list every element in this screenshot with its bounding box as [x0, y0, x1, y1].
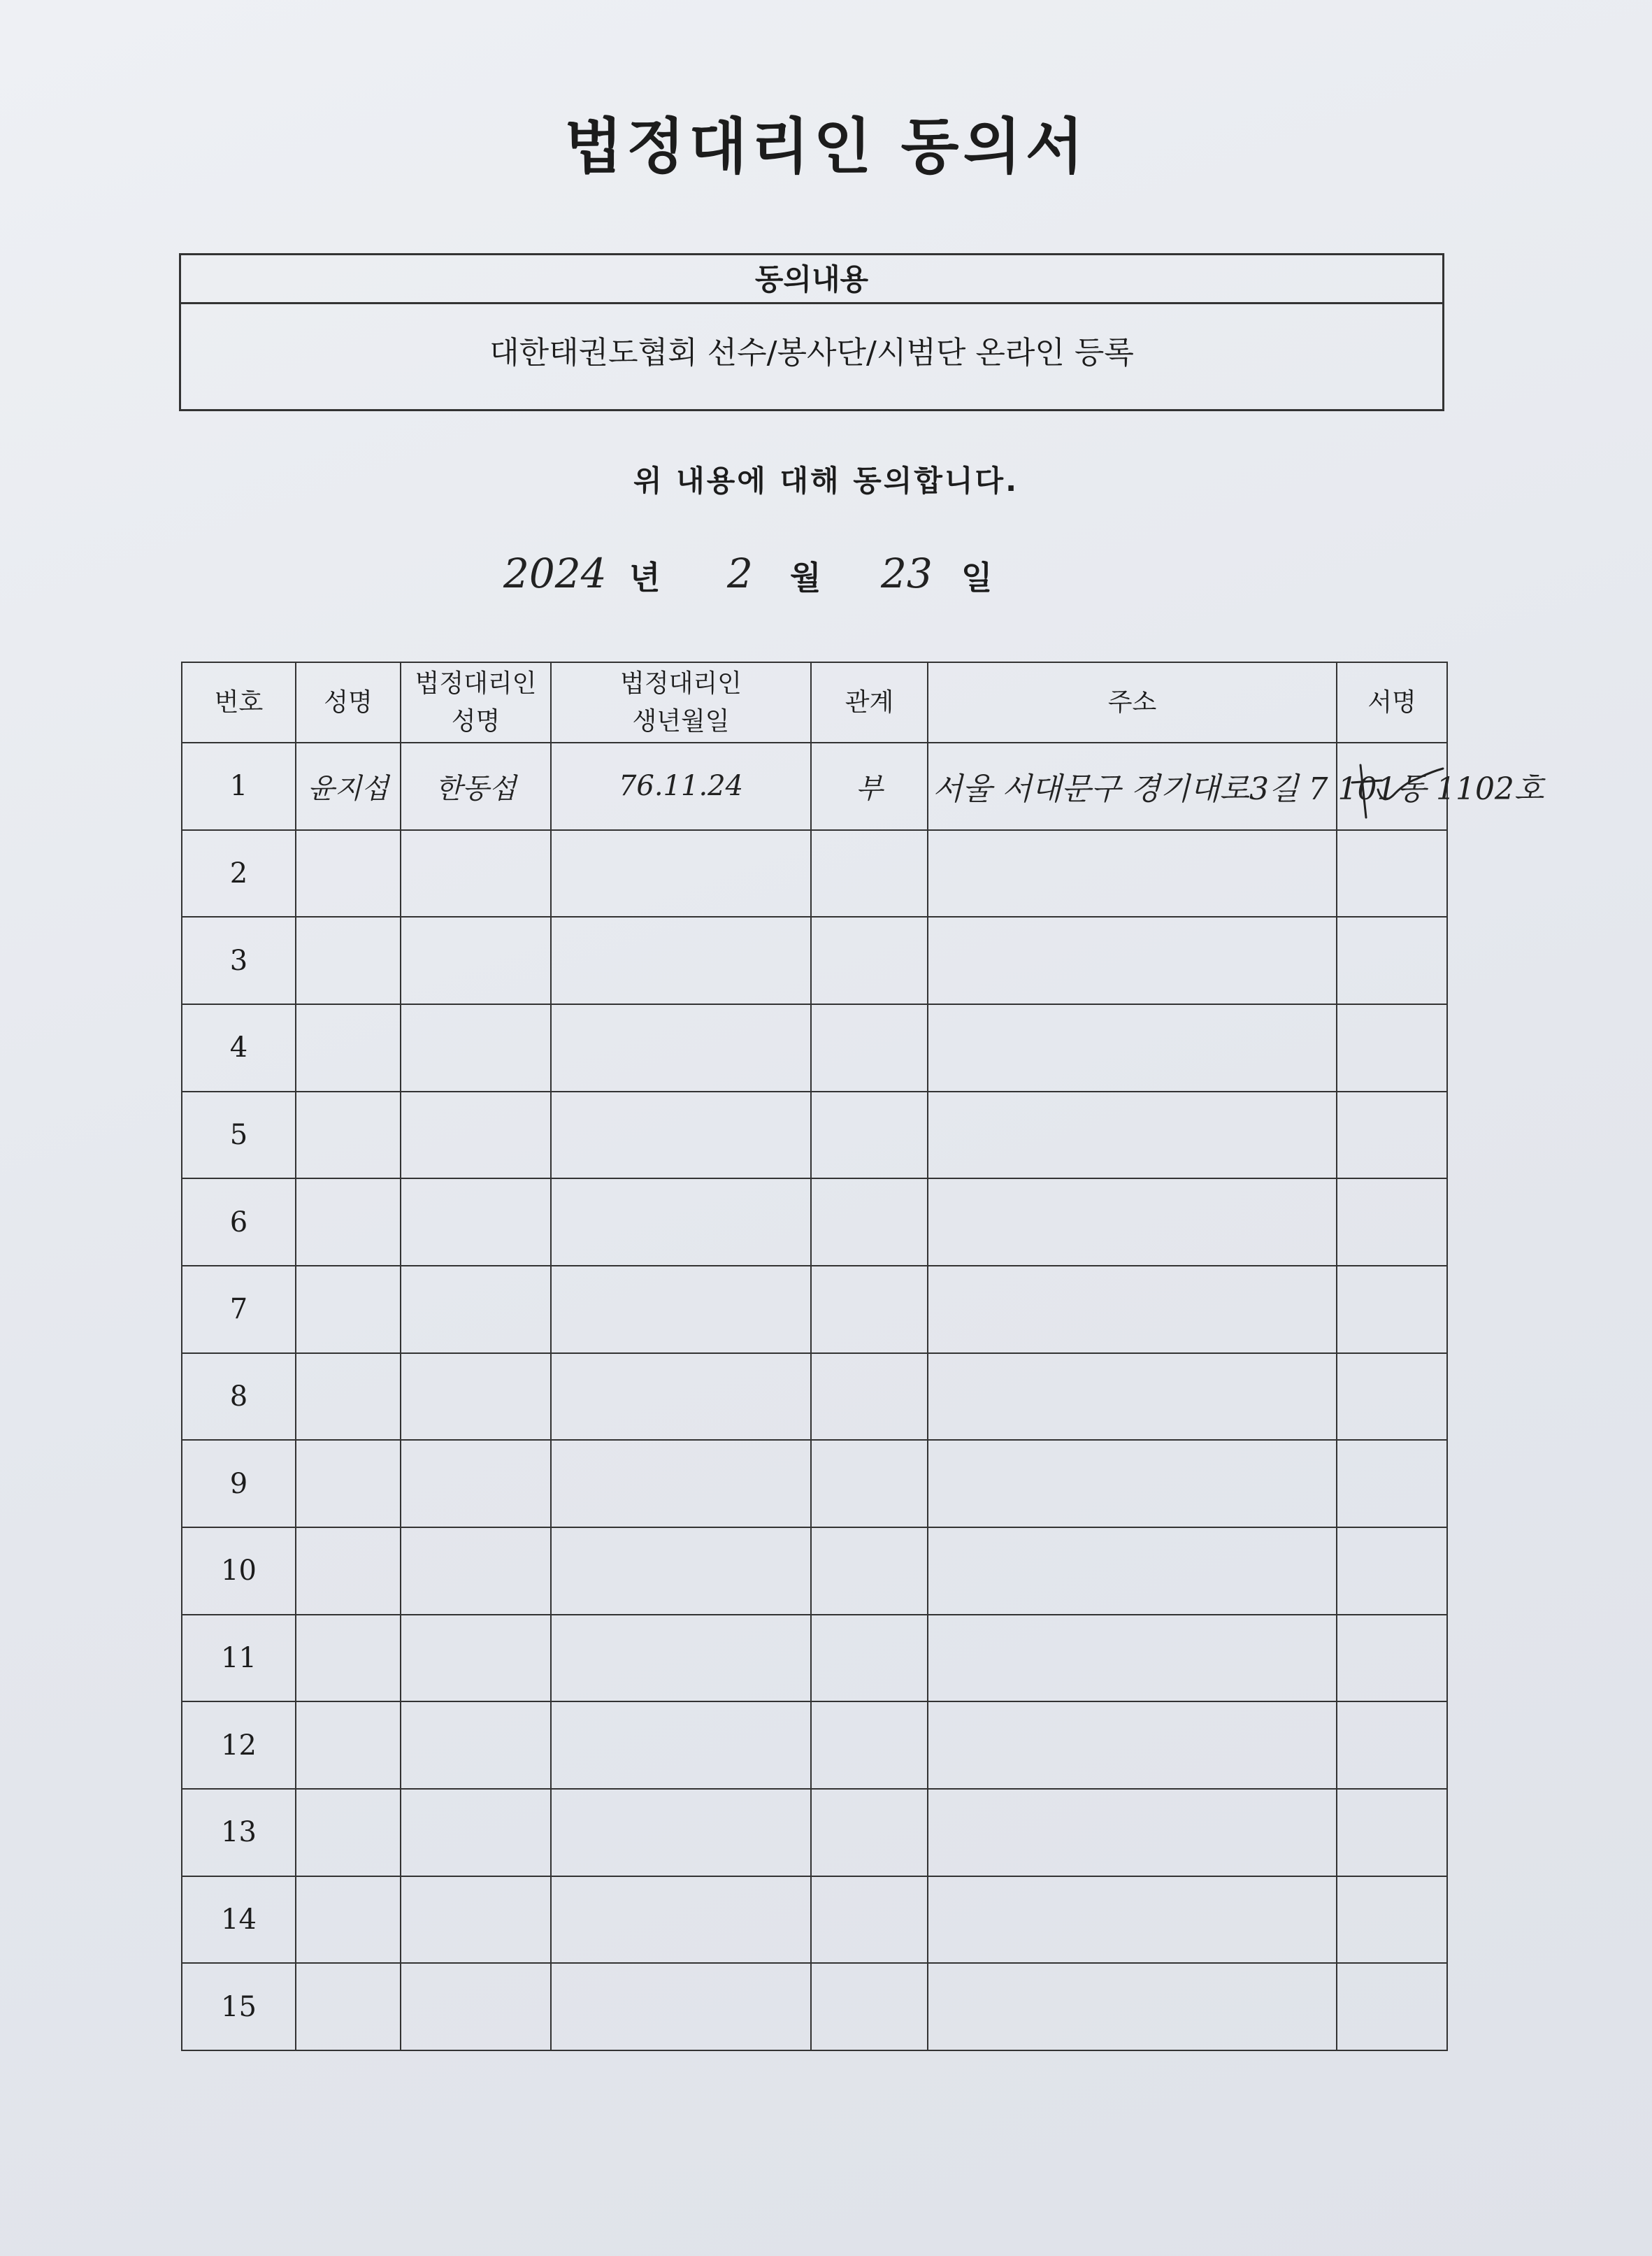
row-relation [811, 1092, 928, 1179]
row-signature [1337, 1266, 1447, 1353]
consent-box [179, 253, 1444, 411]
header-number: 번호 [182, 662, 296, 743]
row-guardian-name [401, 1092, 551, 1179]
row-guardian-birthdate [551, 1092, 811, 1179]
table-row [182, 1266, 1447, 1353]
row-signature [1337, 1876, 1447, 1964]
row-name [296, 1527, 401, 1615]
row-name [296, 830, 401, 918]
row-name [296, 1004, 401, 1092]
row-address [928, 1963, 1337, 2050]
row-guardian-birthdate [551, 1353, 811, 1441]
row-name [296, 1353, 401, 1441]
table-row [182, 1092, 1447, 1179]
row-guardian-birthdate [551, 1004, 811, 1092]
row-guardian-name [401, 917, 551, 1004]
table-row [182, 1789, 1447, 1876]
row-guardian-name [401, 1353, 551, 1441]
row-number: 2 [182, 830, 296, 918]
row-address [928, 1178, 1337, 1266]
row-address [928, 1876, 1337, 1964]
row-guardian-name [401, 1004, 551, 1092]
row-relation [811, 1615, 928, 1702]
header-name: 성명 [296, 662, 401, 743]
row-address [928, 1701, 1337, 1789]
table-row [182, 1876, 1447, 1964]
row-signature [1337, 1092, 1447, 1179]
table-row [182, 1701, 1447, 1789]
handwritten-signature [1339, 751, 1444, 821]
row-guardian-birthdate [551, 1876, 811, 1964]
table-row [182, 917, 1447, 1004]
row-guardian-birthdate [551, 1440, 811, 1527]
table-row [182, 1963, 1447, 2050]
row-signature [1337, 830, 1447, 918]
date-day-unit: 일 [961, 559, 993, 597]
date-month-unit: 월 [790, 559, 821, 597]
row-relation [811, 1353, 928, 1441]
row-signature [1337, 743, 1447, 830]
row-signature [1337, 1615, 1447, 1702]
row-guardian-birthdate [551, 1701, 811, 1789]
row-relation [811, 1178, 928, 1266]
row-guardian-birthdate [551, 1178, 811, 1266]
row-relation [811, 1963, 928, 2050]
row-signature [1337, 917, 1447, 1004]
row-address [928, 917, 1337, 1004]
row-name [296, 1440, 401, 1527]
table-row [182, 743, 1447, 830]
row-address [928, 1615, 1337, 1702]
row-signature [1337, 1004, 1447, 1092]
row-name [296, 1963, 401, 2050]
row-relation [811, 1789, 928, 1876]
registration-table [181, 662, 1544, 2051]
row-signature [1337, 1440, 1447, 1527]
row-name [296, 1789, 401, 1876]
row-relation [811, 830, 928, 918]
row-address [928, 1527, 1337, 1615]
row-name [296, 1092, 401, 1179]
row-relation [811, 1004, 928, 1092]
row-number: 4 [182, 1004, 296, 1092]
date-day: 23 [881, 550, 933, 597]
row-number: 10 [182, 1527, 296, 1615]
header-guardian-name: 법정대리인 성명 [401, 662, 551, 743]
row-name [296, 1615, 401, 1702]
row-guardian-name [401, 1615, 551, 1702]
table-row [182, 1178, 1447, 1266]
table-row [182, 1440, 1447, 1527]
header-signature: 서명 [1337, 662, 1447, 743]
date-year-unit: 년 [629, 559, 661, 597]
row-guardian-name [401, 1266, 551, 1353]
row-number: 14 [182, 1876, 296, 1964]
row-relation [811, 917, 928, 1004]
row-signature [1337, 1353, 1447, 1441]
row-name [296, 1701, 401, 1789]
row-number: 15 [182, 1963, 296, 2050]
row-number: 7 [182, 1266, 296, 1353]
row-guardian-birthdate [551, 1789, 811, 1876]
row-guardian-birthdate [551, 830, 811, 918]
row-relation [811, 1266, 928, 1353]
row-signature [1337, 1789, 1447, 1876]
row-guardian-name [401, 1178, 551, 1266]
row-guardian-name: 한동섭 [401, 743, 551, 830]
row-signature [1337, 1178, 1447, 1266]
row-guardian-name [401, 1527, 551, 1615]
row-address [928, 1353, 1337, 1441]
consent-content: 대한태권도협회 선수/봉사단/시범단 온라인 등록 [489, 335, 1134, 371]
agreement-text: 위 내용에 대해 동의합니다. [633, 464, 1019, 498]
table-row [182, 1615, 1447, 1702]
row-address [928, 1266, 1337, 1353]
row-address [928, 1092, 1337, 1179]
header-guardian-birthdate: 법정대리인 생년월일 [551, 662, 811, 743]
row-relation [811, 1440, 928, 1527]
row-address [928, 1789, 1337, 1876]
row-number: 11 [182, 1615, 296, 1702]
table-row [182, 1004, 1447, 1092]
row-number: 8 [182, 1353, 296, 1441]
row-number: 12 [182, 1701, 296, 1789]
row-guardian-birthdate [551, 917, 811, 1004]
row-guardian-birthdate [551, 1527, 811, 1615]
row-guardian-birthdate [551, 1615, 811, 1702]
row-relation [811, 1876, 928, 1964]
table-row [182, 1353, 1447, 1441]
row-signature [1337, 1527, 1447, 1615]
row-number: 3 [182, 917, 296, 1004]
row-name [296, 1178, 401, 1266]
row-address [928, 1004, 1337, 1092]
header-address: 주소 [928, 662, 1337, 743]
date-month: 2 [727, 550, 753, 597]
row-number: 5 [182, 1092, 296, 1179]
row-name: 윤지섭 [296, 743, 401, 830]
row-address: 서울 서대문구 경기대로3길 7 101동 1102호 [928, 743, 1337, 830]
row-relation [811, 1527, 928, 1615]
row-address [928, 1440, 1337, 1527]
row-guardian-name [401, 1440, 551, 1527]
header-relation: 관계 [811, 662, 928, 743]
table-header-row [182, 662, 1447, 743]
row-guardian-name [401, 1701, 551, 1789]
row-address [928, 830, 1337, 918]
row-guardian-name [401, 1963, 551, 2050]
row-number: 13 [182, 1789, 296, 1876]
row-number: 6 [182, 1178, 296, 1266]
table-row [182, 830, 1447, 918]
row-number: 1 [182, 743, 296, 830]
row-signature [1337, 1701, 1447, 1789]
table-row [182, 1527, 1447, 1615]
row-guardian-name [401, 830, 551, 918]
row-relation: 부 [811, 743, 928, 830]
row-name [296, 917, 401, 1004]
row-number: 9 [182, 1440, 296, 1527]
row-guardian-birthdate: 76.11.24 [551, 743, 811, 830]
row-name [296, 1876, 401, 1964]
document-title: 법정대리인 동의서 [564, 112, 1088, 182]
consent-heading: 동의내용 [181, 255, 1442, 304]
row-guardian-name [401, 1876, 551, 1964]
row-guardian-birthdate [551, 1266, 811, 1353]
row-guardian-birthdate [551, 1963, 811, 2050]
row-guardian-name [401, 1789, 551, 1876]
row-signature [1337, 1963, 1447, 2050]
date-year: 2024 [503, 550, 607, 597]
row-name [296, 1266, 401, 1353]
row-relation [811, 1701, 928, 1789]
